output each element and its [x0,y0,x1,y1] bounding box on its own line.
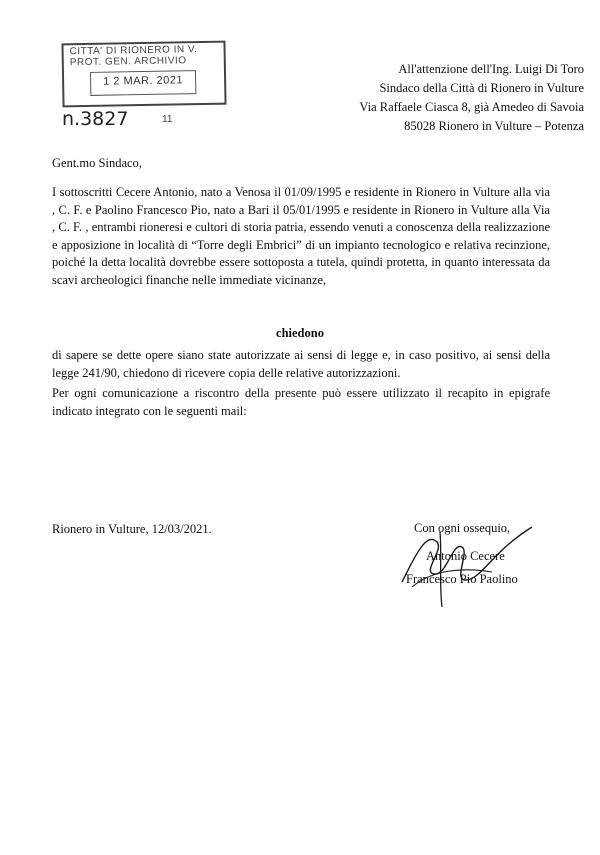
protocol-number: n.3827 [62,108,129,130]
request-word: chiedono [276,326,324,340]
handwritten-signature [392,512,542,612]
stamp-date: 1 2 MAR. 2021 [103,74,184,88]
stamp-date-box [90,70,196,96]
place-and-date: Rionero in Vulture, 12/03/2021. [52,522,212,536]
stamp-archive-label: PROT. GEN. ARCHIVIO [69,55,187,69]
recipient-line: 85028 Rionero in Vulture – Potenza [404,119,584,133]
signatory-name-2: Francesco Pio Paolino [406,572,518,586]
stamp-municipality: CITTA' DI RIONERO IN V. [69,44,198,58]
salutation: Gent.mo Sindaco, [52,156,142,170]
protocol-suffix: 11 [162,114,173,125]
recipient-line: Via Raffaele Ciasca 8, già Amedeo di Savoia [359,100,584,114]
closing-formula: Con ogni ossequio, [414,521,511,535]
signatory-name-1: Antonio Cecere [426,549,505,563]
paragraph-request: di sapere se dette opere siano state autorizzate ai sensi di legge e, in caso positivo, ai sensi della legge 241/90, chiedono di ricevere copia delle relative autorizzazioni. [52,348,550,380]
protocol-stamp [61,41,226,108]
paragraph-introduction: I sottoscritti Cecere Antonio, nato a Venosa il 01/09/1995 e residente in Rionero in Vulture alla via , C. F. e Paolino Francesco Pio, nato a Bari il 05/01/1995 e residente in Rionero in Vulture alla Via , C. F. , entrambi rioneresi e cultori di storia patria, essendo venuti a conoscenza della realizzazione e apposizione in località di “Torre degli Embrici” di un impianto tecnologico e relativa recinzione, poiché la detta località dovrebbe essere sottoposta a tutela, quindi protetta, in quanto interessata da scavi archeologici finanche nelle immediate vicinanze, [52,185,550,287]
recipient-line: All'attenzione dell'Ing. Luigi Di Toro [398,62,584,76]
protocol-number-block [62,108,182,130]
paragraph-contact: Per ogni comunicazione a riscontro della presente può essere utilizzato il recapito in epigrafe indicato integrato con le seguenti mail: [52,386,550,418]
recipient-line: Sindaco della Città di Rionero in Vulture [379,81,584,95]
